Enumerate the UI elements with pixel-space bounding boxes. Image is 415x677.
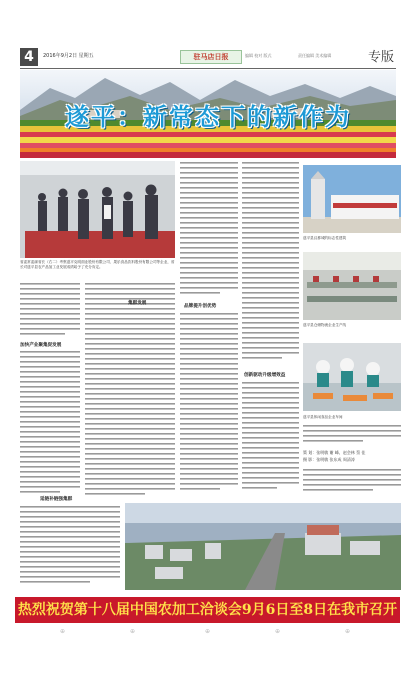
photo-production-line <box>303 252 401 320</box>
article-column-1c <box>20 505 120 590</box>
banner <box>20 70 396 158</box>
masthead: 驻马店日报 <box>180 50 242 64</box>
credits <box>303 449 401 463</box>
subhead-2: 集群发展 <box>128 301 147 306</box>
subhead-3: 品牌提升创优势 <box>184 304 217 309</box>
footer-slogan: 热烈祝贺第十八届中国农加工洽谈会9月6日至8日在我市召开 <box>15 597 400 623</box>
main-photo <box>20 161 175 258</box>
subhead-4: 创新驱动升级增效益 <box>244 373 286 378</box>
text-lines <box>242 381 299 500</box>
workshop-photo <box>303 343 401 411</box>
caption-building: 遂平县汉都城的标志性建筑 <box>303 236 347 240</box>
credits-line-2: 摄 影：张明敏 张东成 周清涛 <box>303 457 355 462</box>
article-column-4a <box>242 161 299 366</box>
article-column-2 <box>85 282 175 500</box>
subhead-1: 加快产业聚集促发展 <box>20 343 62 348</box>
article-column-3a <box>180 161 238 301</box>
article-column-6 <box>303 468 401 500</box>
article-column-5 <box>303 424 401 446</box>
date-line: 2016年9月2日 星期五 <box>43 53 94 59</box>
photo-building <box>303 165 401 233</box>
credits-line-1: 策 划：张明敏 谢 峰、赵会林 蔡 佳 <box>303 450 366 455</box>
caption-workshop: 遂平县休闲食品企业车间 <box>303 415 343 419</box>
text-lines <box>303 424 401 446</box>
main-photo-caption: 省委常委副省长（右二）考察遂平克明面业股份有限公司、果乐食品饮料股份有限公司等企业，省长对遂平县农产品加工业发展成绩给予了充分肯定。 <box>20 260 175 269</box>
header-divider <box>20 68 396 69</box>
text-lines <box>180 312 238 500</box>
text-lines <box>180 161 238 301</box>
section-label: 专版 <box>367 50 394 65</box>
caption-production-line: 遂平县仓储物流企业生产线 <box>303 323 347 327</box>
building-photo <box>303 165 401 233</box>
page-header <box>20 46 396 68</box>
city-aerial-photo <box>125 503 401 590</box>
crosshair-icon: ⊕ <box>205 628 211 635</box>
factory-visit-photo <box>20 161 175 258</box>
photo-workshop <box>303 343 401 411</box>
article-column-4b <box>242 381 299 500</box>
header-editor: 责任编辑 美术编辑 <box>298 53 332 58</box>
article-column-1b <box>20 350 80 500</box>
text-lines <box>20 282 80 342</box>
crosshair-icon: ⊕ <box>130 628 136 635</box>
production-line-photo <box>303 252 401 320</box>
article-column-3b <box>180 312 238 500</box>
crosshair-icon: ⊕ <box>275 628 281 635</box>
banner-title: 遂平：新常态下的新作为 <box>65 103 351 131</box>
subhead-5: 延链补链强集群 <box>40 497 73 502</box>
page-number: 4 <box>20 48 38 66</box>
crosshair-icon: ⊕ <box>60 628 66 635</box>
text-lines <box>303 468 401 500</box>
aerial-photo <box>125 503 401 590</box>
text-lines <box>20 505 120 590</box>
text-lines <box>20 350 80 500</box>
crosshair-icon: ⊕ <box>345 628 351 635</box>
text-lines <box>85 282 175 500</box>
header-meta: 编辑 校对 版式 <box>245 53 272 58</box>
text-lines <box>242 161 299 366</box>
article-column-1a <box>20 282 80 342</box>
